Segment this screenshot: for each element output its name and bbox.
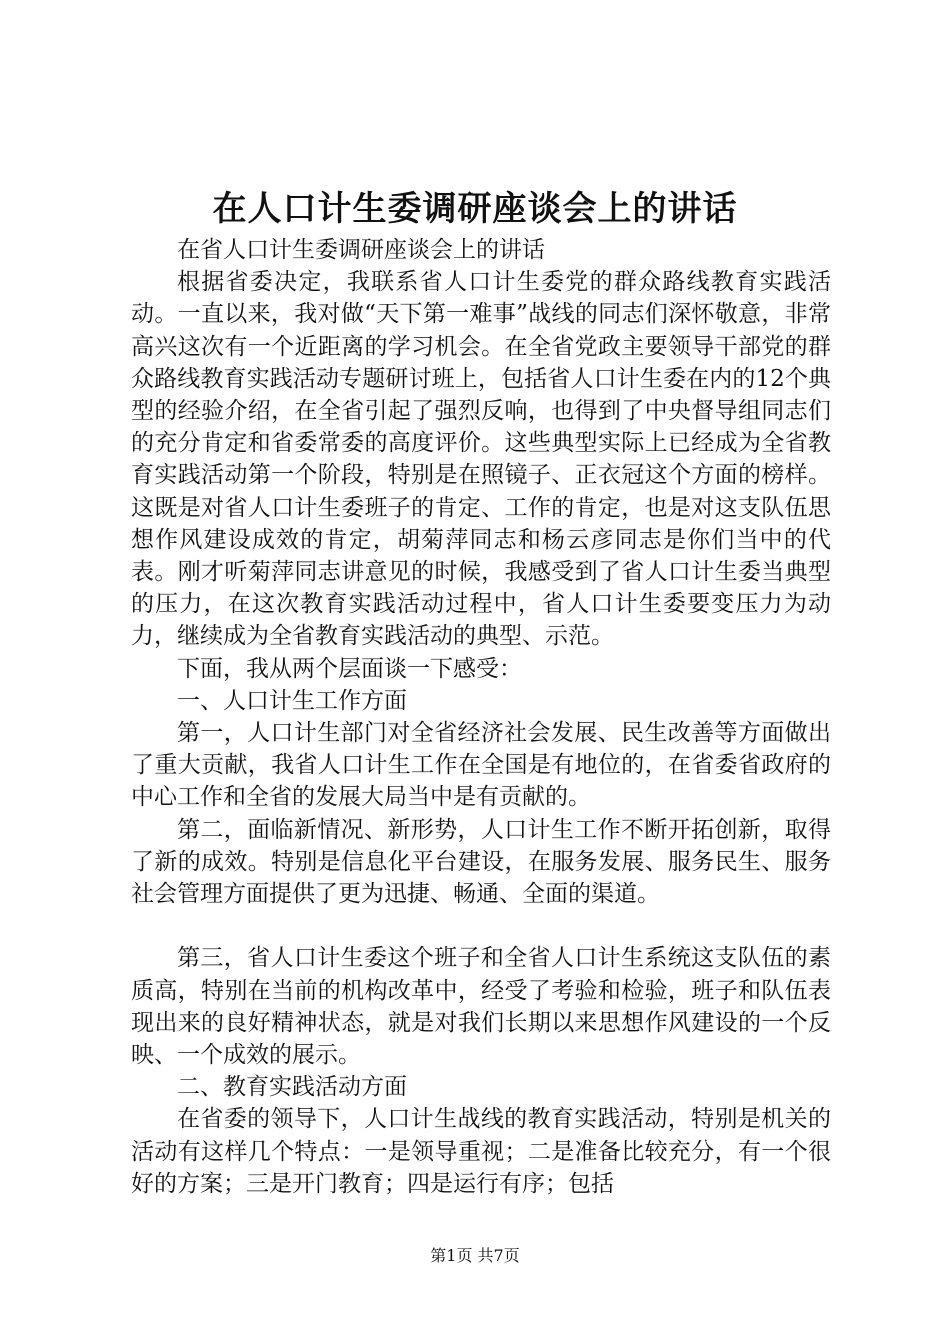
paragraph-subtitle: 在省人口计生委调研座谈会上的讲话 (177, 237, 545, 263)
paragraph-transition: 下面，我从两个层面谈一下感受： (177, 655, 522, 682)
paragraph-point-1: 第一，人口计生部门对全省经济社会发展、民生改善等方面做出了重大贡献，我省人口计生工作在全国是有地位的，在省委省政府的中心工作和全省的发展大局当中是有贡献的。 (131, 720, 831, 811)
paragraph-intro: 根据省委决定，我联系省人口计生委党的群众路线教育实践活动。一直以来，我对做“天下第一难事”战线的同志们深怀敬意，非常高兴这次有一个近距离的学习机会。在全省党政主要领导干部党的群众路线教育实践活动专题研讨班上，包括省人口计生委在内的12个典型的经验介绍，在全省引起了强烈反响，也得到了中央督导组同志们的充分肯定和省委常委的高度评价。这些典型实际上已经成为全省教育实践活动第一个阶段，特别是在照镜子、正衣冠这个方面的榜样。这既是对省人口计生委班子的肯定、工作的肯定，也是对这支队伍思想作风建设成效的肯定，胡菊萍同志和杨云彦同志是你们当中的代表。刚才听菊萍同志讲意见的时候，我感受到了省人口计生委当典型的压力，在这次教育实践活动过程中，省人口计生委要变压力为动力，继续成为全省教育实践活动的典型、示范。 (131, 269, 831, 650)
paragraph-point-3: 第三，省人口计生委这个班子和全省人口计生系统这支队伍的素质高，特别在当前的机构改革中，经受了考验和检验，班子和队伍表现出来的良好精神状态，就是对我们长期以来思想作风建设的一个反映、一个成效的展示。 (131, 945, 831, 1069)
document-title: 在人口计生委调研座谈会上的讲话 (212, 189, 738, 229)
document-body (131, 234, 831, 1200)
page-number-footer: 第1页 共7页 (430, 1246, 520, 1265)
paragraph-activity: 在省委的领导下，人口计生战线的教育实践活动，特别是机关的活动有这样几个特点：一是领导重视；二是准备比较充分，有一个很好的方案；三是开门教育；四是运行有序；包括 (131, 1106, 831, 1197)
paragraph-point-2: 第二，面临新情况、新形势，人口计生工作不断开拓创新，取得了新的成效。特别是信息化平台建设，在服务发展、服务民生、服务社会管理方面提供了更为迅捷、畅通、全面的渠道。 (131, 816, 831, 908)
section-heading-1: 一、人口计生工作方面 (177, 687, 407, 714)
section-heading-2: 二、教育实践活动方面 (177, 1074, 407, 1101)
